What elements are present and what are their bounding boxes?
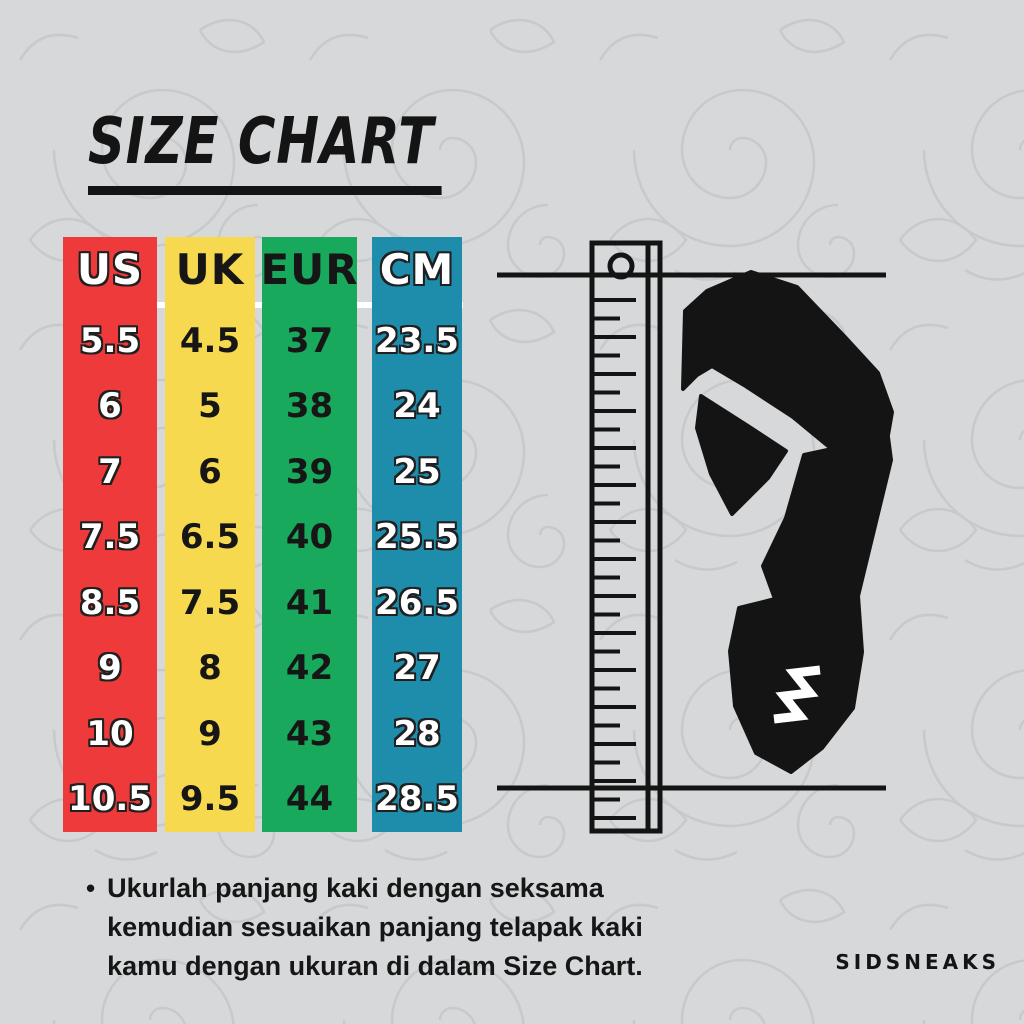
size-cell: 5 (198, 386, 222, 427)
size-cell: 28.5 (375, 779, 459, 820)
note-line: Ukurlah panjang kaki dengan seksama (107, 873, 604, 903)
size-cell: 8.5 (79, 582, 141, 623)
size-cell: 6 (198, 451, 222, 492)
size-cell: 26.5 (375, 582, 459, 623)
size-cell: 44 (285, 779, 334, 820)
size-cell: 7 (98, 451, 122, 492)
foot-arch-block (697, 396, 786, 514)
size-cell: 7.5 (79, 517, 141, 558)
size-cell: 10 (86, 713, 134, 754)
size-cell: 39 (285, 451, 334, 492)
size-cell: 41 (285, 582, 334, 623)
bullet-point: • (86, 873, 96, 903)
size-cell: 28 (393, 713, 441, 754)
note-line: kemudian sesuaikan panjang telapak kaki (107, 912, 643, 942)
column-header-eur: EUR (260, 245, 359, 294)
column-header-uk: UK (175, 245, 245, 294)
size-cell: 38 (285, 386, 334, 427)
size-cell: 23.5 (375, 320, 459, 361)
ruler-ticks (594, 300, 636, 818)
size-cell: 8 (198, 648, 222, 689)
note-line: kamu dengan ukuran di dalam Size Chart. (107, 951, 643, 981)
size-cell: 10.5 (68, 779, 152, 820)
size-cell: 27 (393, 648, 441, 689)
size-cell: 9 (98, 648, 122, 689)
size-cell: 25 (393, 451, 441, 492)
size-cell: 40 (285, 517, 334, 558)
brand-logo: SIDSNEAKS (835, 950, 1000, 974)
column-header-us: US (76, 245, 144, 294)
size-cell: 6 (98, 386, 122, 427)
measurement-note (86, 869, 766, 986)
size-cell: 9.5 (179, 779, 241, 820)
column-header-cm: CM (379, 245, 455, 294)
size-cell: 9 (198, 713, 222, 754)
size-cell: 43 (285, 713, 334, 754)
size-cell: 25.5 (375, 517, 459, 558)
size-cell: 6.5 (179, 517, 241, 558)
note-lines (107, 869, 643, 986)
size-cell: 7.5 (179, 582, 241, 623)
size-cell: 37 (285, 320, 334, 361)
page-title: SIZE CHART (88, 110, 442, 195)
size-cell: 4.5 (179, 320, 241, 361)
size-cell: 42 (285, 648, 334, 689)
size-cell: 24 (393, 386, 441, 427)
size-cell: 5.5 (79, 320, 141, 361)
